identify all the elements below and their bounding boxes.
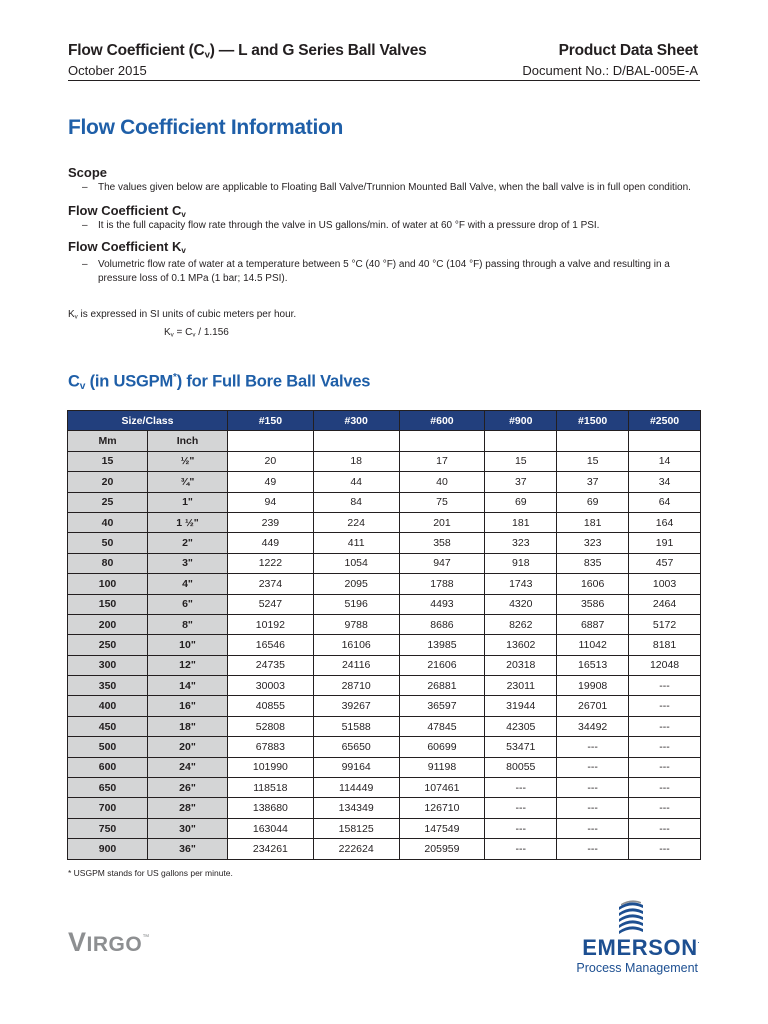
cv-value-cell: 181: [485, 512, 557, 532]
cv-value-cell: 1743: [485, 574, 557, 594]
size-mm-cell: 900: [68, 839, 148, 859]
size-mm-cell: 150: [68, 594, 148, 614]
size-inch-cell: 3": [148, 553, 228, 573]
kv-units-note: [68, 309, 296, 320]
table-row: [68, 696, 701, 716]
cv-bullet: [82, 219, 706, 233]
emerson-mark: .: [697, 939, 700, 945]
virgo-logo-text: IRGO: [86, 933, 143, 956]
cv-value-cell: 239: [228, 512, 314, 532]
cv-value-cell: 222624: [313, 839, 399, 859]
cv-value-cell: 28710: [313, 676, 399, 696]
cv-value-cell: ---: [629, 818, 701, 838]
empty-cell: [228, 431, 314, 451]
size-mm-cell: 100: [68, 574, 148, 594]
cv-value-cell: 9788: [313, 614, 399, 634]
size-mm-cell: 50: [68, 533, 148, 553]
size-inch-cell: 20": [148, 737, 228, 757]
cv-value-cell: 60699: [399, 737, 485, 757]
emerson-tagline: Process Management: [576, 961, 698, 975]
page-title: Flow Coefficient Information: [68, 116, 344, 139]
table-title-c: C: [68, 372, 80, 391]
cv-value-cell: ---: [629, 716, 701, 736]
size-mm-cell: 15: [68, 451, 148, 471]
cv-value-cell: 69: [557, 492, 629, 512]
cv-value-cell: ---: [557, 798, 629, 818]
table-title: [68, 372, 370, 392]
table-title-asterisk: *: [173, 372, 177, 383]
cv-value-cell: 80055: [485, 757, 557, 777]
cv-value-cell: 1054: [313, 553, 399, 573]
size-inch-cell: 30": [148, 818, 228, 838]
cv-value-cell: 37: [557, 472, 629, 492]
emerson-logo-text: [582, 935, 700, 961]
size-inch-cell: 1 ½": [148, 512, 228, 532]
bullet-dash: –: [82, 220, 88, 231]
cv-value-cell: ---: [629, 778, 701, 798]
size-inch-cell: 28": [148, 798, 228, 818]
cv-value-cell: 47845: [399, 716, 485, 736]
cv-value-cell: 5172: [629, 614, 701, 634]
cv-value-cell: 411: [313, 533, 399, 553]
scope-bullet: [82, 181, 706, 195]
cv-value-cell: 224: [313, 512, 399, 532]
size-inch-cell: 24": [148, 757, 228, 777]
formula-tail: / 1.156: [195, 327, 229, 338]
cv-value-cell: 147549: [399, 818, 485, 838]
cv-value-cell: 12048: [629, 655, 701, 675]
cv-value-cell: 1222: [228, 553, 314, 573]
size-mm-cell: 25: [68, 492, 148, 512]
table-row: [68, 512, 701, 532]
bullet-dash: –: [82, 259, 88, 270]
cv-value-cell: 11042: [557, 635, 629, 655]
cv-value-cell: 16106: [313, 635, 399, 655]
cv-value-cell: 323: [557, 533, 629, 553]
size-mm-cell: 650: [68, 778, 148, 798]
cv-value-cell: 2374: [228, 574, 314, 594]
cv-value-cell: 26701: [557, 696, 629, 716]
class-header: #600: [399, 411, 485, 431]
table-row: [68, 655, 701, 675]
cv-value-cell: 358: [399, 533, 485, 553]
empty-cell: [485, 431, 557, 451]
note-text: is expressed in SI units of cubic meters per hour.: [77, 309, 297, 320]
table-row: [68, 716, 701, 736]
size-mm-cell: 450: [68, 716, 148, 736]
size-inch-cell: 16": [148, 696, 228, 716]
cv-value-cell: ---: [629, 798, 701, 818]
mm-header: Mm: [68, 431, 148, 451]
size-mm-cell: 250: [68, 635, 148, 655]
document-title-text-end: ) — L and G Series Ball Valves: [209, 42, 427, 59]
note-subscript: v: [74, 313, 78, 321]
size-mm-cell: 40: [68, 512, 148, 532]
size-mm-cell: 400: [68, 696, 148, 716]
cv-value-cell: 918: [485, 553, 557, 573]
virgo-trademark: ™: [142, 934, 150, 941]
class-header: #900: [485, 411, 557, 431]
cv-value-cell: 52808: [228, 716, 314, 736]
size-inch-cell: 2": [148, 533, 228, 553]
cv-value-cell: 15: [485, 451, 557, 471]
cv-value-cell: 1003: [629, 574, 701, 594]
cv-value-cell: 163044: [228, 818, 314, 838]
cv-value-cell: 2464: [629, 594, 701, 614]
cv-value-cell: 5196: [313, 594, 399, 614]
cv-value-cell: 13602: [485, 635, 557, 655]
cv-value-cell: 42305: [485, 716, 557, 736]
cv-value-cell: 10192: [228, 614, 314, 634]
cv-value-cell: 34492: [557, 716, 629, 736]
cv-value-cell: 1606: [557, 574, 629, 594]
cv-value-cell: 65650: [313, 737, 399, 757]
cv-value-cell: 67883: [228, 737, 314, 757]
emerson-wordmark: EMERSON: [582, 935, 698, 960]
cv-value-cell: 14: [629, 451, 701, 471]
class-header: #300: [313, 411, 399, 431]
document-title-text: Flow Coefficient (C: [68, 42, 205, 59]
size-class-header: Size/Class: [68, 411, 228, 431]
cv-value-cell: 19908: [557, 676, 629, 696]
virgo-logo-initial: V: [68, 927, 87, 957]
document-type: Product Data Sheet: [558, 42, 698, 59]
kv-heading-text: Flow Coefficient K: [68, 239, 182, 254]
cv-value-cell: 49: [228, 472, 314, 492]
empty-cell: [313, 431, 399, 451]
cv-value-cell: 18: [313, 451, 399, 471]
header-divider: [68, 80, 700, 81]
size-inch-cell: 4": [148, 574, 228, 594]
cv-value-cell: ---: [629, 676, 701, 696]
cv-value-cell: 20: [228, 451, 314, 471]
inch-header: Inch: [148, 431, 228, 451]
cv-value-cell: 1788: [399, 574, 485, 594]
table-row: [68, 635, 701, 655]
cv-value-cell: 138680: [228, 798, 314, 818]
cv-value-cell: 6887: [557, 614, 629, 634]
cv-value-cell: 30003: [228, 676, 314, 696]
cv-value-cell: 8181: [629, 635, 701, 655]
cv-value-cell: 15: [557, 451, 629, 471]
cv-value-cell: 23011: [485, 676, 557, 696]
cv-value-cell: ---: [629, 757, 701, 777]
cv-value-cell: 134349: [313, 798, 399, 818]
cv-value-cell: 17: [399, 451, 485, 471]
cv-value-cell: 34: [629, 472, 701, 492]
cv-value-cell: 69: [485, 492, 557, 512]
cv-heading-subscript: v: [181, 210, 186, 219]
cv-value-cell: ---: [557, 778, 629, 798]
cv-value-cell: 51588: [313, 716, 399, 736]
emerson-logo-icon: [615, 897, 647, 937]
cv-value-cell: 5247: [228, 594, 314, 614]
size-inch-cell: 12": [148, 655, 228, 675]
document-date: October 2015: [68, 63, 147, 78]
kv-heading-subscript: v: [181, 246, 186, 255]
size-inch-cell: 36": [148, 839, 228, 859]
formula-k: K: [164, 327, 171, 338]
size-inch-cell: 6": [148, 594, 228, 614]
cv-heading-text: Flow Coefficient C: [68, 203, 182, 218]
conversion-formula: [164, 327, 229, 338]
cv-value-cell: ---: [557, 818, 629, 838]
cv-value-cell: ---: [557, 757, 629, 777]
kv-bullet-text: Volumetric flow rate of water at a temperature between 5 °C (40 °F) and 40 °C (104 °F) passing through a valve and resulting in a pressure loss of 0.1 MPa (1 bar; 14.5 PSI).: [98, 259, 670, 284]
cv-value-cell: 13985: [399, 635, 485, 655]
class-header: #2500: [629, 411, 701, 431]
cv-heading: [68, 203, 186, 218]
table-row: [68, 574, 701, 594]
table-title-text: (in USGPM: [85, 372, 174, 391]
cv-value-cell: 4493: [399, 594, 485, 614]
table-row: [68, 737, 701, 757]
cv-value-cell: 40855: [228, 696, 314, 716]
cv-value-cell: 101990: [228, 757, 314, 777]
table-row: [68, 818, 701, 838]
cv-value-cell: 457: [629, 553, 701, 573]
cv-value-cell: 20318: [485, 655, 557, 675]
cv-value-cell: 449: [228, 533, 314, 553]
cv-value-cell: ---: [629, 839, 701, 859]
footnote: * USGPM stands for US gallons per minute.: [68, 868, 233, 878]
note-k: K: [68, 309, 75, 320]
table-row: [68, 839, 701, 859]
cv-value-cell: 181: [557, 512, 629, 532]
cv-value-cell: 26881: [399, 676, 485, 696]
empty-cell: [399, 431, 485, 451]
size-inch-cell: 1": [148, 492, 228, 512]
table-row: [68, 757, 701, 777]
class-header: #150: [228, 411, 314, 431]
virgo-logo: [68, 927, 150, 958]
cv-value-cell: 21606: [399, 655, 485, 675]
cv-value-cell: 191: [629, 533, 701, 553]
cv-value-cell: 4320: [485, 594, 557, 614]
cv-value-cell: ---: [485, 778, 557, 798]
cv-value-cell: 16546: [228, 635, 314, 655]
cv-value-cell: 118518: [228, 778, 314, 798]
table-subheader-row: [68, 431, 701, 451]
size-mm-cell: 700: [68, 798, 148, 818]
size-mm-cell: 600: [68, 757, 148, 777]
cv-value-cell: 31944: [485, 696, 557, 716]
scope-heading: Scope: [68, 165, 108, 180]
cv-value-cell: 8262: [485, 614, 557, 634]
cv-value-cell: 205959: [399, 839, 485, 859]
size-inch-cell: 10": [148, 635, 228, 655]
table-row: [68, 778, 701, 798]
cv-value-cell: 99164: [313, 757, 399, 777]
cv-value-cell: 44: [313, 472, 399, 492]
size-inch-cell: 18": [148, 716, 228, 736]
cv-value-cell: ---: [485, 818, 557, 838]
size-mm-cell: 300: [68, 655, 148, 675]
table-title-text-end: ) for Full Bore Ball Valves: [176, 372, 371, 391]
cv-value-cell: 8686: [399, 614, 485, 634]
cv-value-cell: ---: [557, 737, 629, 757]
bullet-dash: –: [82, 182, 88, 193]
cv-value-cell: 323: [485, 533, 557, 553]
table-title-subscript: v: [79, 381, 86, 393]
table-row: [68, 614, 701, 634]
kv-heading: [68, 239, 186, 254]
table-row: [68, 472, 701, 492]
cv-value-cell: 64: [629, 492, 701, 512]
empty-cell: [629, 431, 701, 451]
size-inch-cell: 14": [148, 676, 228, 696]
cv-value-cell: 16513: [557, 655, 629, 675]
cv-value-cell: ---: [629, 696, 701, 716]
table-row: [68, 798, 701, 818]
empty-cell: [557, 431, 629, 451]
class-header: #1500: [557, 411, 629, 431]
table-row: [68, 533, 701, 553]
formula-mid: = C: [173, 327, 193, 338]
cv-value-cell: 2095: [313, 574, 399, 594]
cv-value-cell: 84: [313, 492, 399, 512]
cv-value-cell: 24116: [313, 655, 399, 675]
cv-value-cell: ---: [485, 798, 557, 818]
size-mm-cell: 20: [68, 472, 148, 492]
size-mm-cell: 500: [68, 737, 148, 757]
cv-value-cell: 53471: [485, 737, 557, 757]
cv-value-cell: 36597: [399, 696, 485, 716]
size-mm-cell: 350: [68, 676, 148, 696]
cv-value-cell: 201: [399, 512, 485, 532]
table-header-row: [68, 411, 701, 431]
cv-value-cell: 94: [228, 492, 314, 512]
size-mm-cell: 200: [68, 614, 148, 634]
cv-value-cell: ---: [629, 737, 701, 757]
cv-value-cell: 91198: [399, 757, 485, 777]
cv-value-cell: ---: [557, 839, 629, 859]
document-number: Document No.: D/BAL-005E-A: [522, 63, 698, 78]
cv-bullet-text: It is the full capacity flow rate through the valve in US gallons/min. of water at 60 °F with a pressure drop of 1 PSI.: [98, 220, 600, 231]
cv-value-cell: 107461: [399, 778, 485, 798]
cv-value-cell: 234261: [228, 839, 314, 859]
table-row: [68, 492, 701, 512]
formula-subscript-1: v: [170, 331, 174, 339]
size-inch-cell: 8": [148, 614, 228, 634]
cv-value-cell: 164: [629, 512, 701, 532]
size-inch-cell: ¾": [148, 472, 228, 492]
table-row: [68, 451, 701, 471]
table-row: [68, 676, 701, 696]
cv-value-cell: 39267: [313, 696, 399, 716]
cv-value-cell: 114449: [313, 778, 399, 798]
scope-bullet-text: The values given below are applicable to Floating Ball Valve/Trunnion Mounted Ball Valve, when the ball valve is in full open condition.: [98, 182, 691, 193]
cv-value-cell: 947: [399, 553, 485, 573]
cv-value-cell: ---: [485, 839, 557, 859]
size-inch-cell: 26": [148, 778, 228, 798]
size-mm-cell: 80: [68, 553, 148, 573]
kv-bullet: [82, 258, 706, 286]
cv-value-cell: 40: [399, 472, 485, 492]
cv-value-cell: 126710: [399, 798, 485, 818]
cv-value-cell: 158125: [313, 818, 399, 838]
cv-value-cell: 24735: [228, 655, 314, 675]
cv-value-cell: 37: [485, 472, 557, 492]
cv-value-cell: 3586: [557, 594, 629, 614]
formula-subscript-2: v: [192, 331, 196, 339]
cv-value-cell: 835: [557, 553, 629, 573]
size-mm-cell: 750: [68, 818, 148, 838]
cv-value-cell: 75: [399, 492, 485, 512]
document-title: [68, 42, 427, 60]
table-row: [68, 594, 701, 614]
size-inch-cell: ½": [148, 451, 228, 471]
document-title-subscript: v: [204, 49, 210, 61]
cv-table: [67, 410, 701, 860]
table-row: [68, 553, 701, 573]
